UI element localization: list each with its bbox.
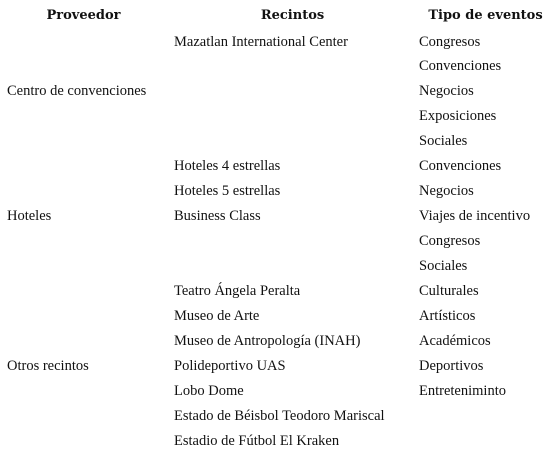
recinto-cell: Mazatlan International Center xyxy=(174,34,348,50)
recinto-cell: Estado de Béisbol Teodoro Mariscal xyxy=(174,408,385,424)
recinto-cell xyxy=(167,104,418,129)
proveedor-cell xyxy=(0,31,167,54)
proveedor-cell xyxy=(0,329,167,354)
tipo-de-evento-cell: Convenciones xyxy=(419,158,502,174)
recinto-cell: Estadio de Fútbol El Kraken xyxy=(174,433,340,449)
tipo-de-evento-cell: Congresos xyxy=(419,34,481,50)
recinto-cell: Polideportivo UAS xyxy=(174,358,286,374)
tipo-de-evento-cell: Exposiciones xyxy=(419,108,497,124)
table-header xyxy=(0,0,553,31)
table-body xyxy=(0,31,553,454)
recinto-cell xyxy=(167,54,418,79)
tipo-de-evento-cell: Negocios xyxy=(419,83,474,99)
tipo-de-evento-cell: Académicos xyxy=(419,333,491,349)
proveedor-cell xyxy=(0,254,167,279)
tipo-de-evento-cell xyxy=(418,404,553,429)
table-row xyxy=(0,79,553,104)
header-tipo-de-eventos: Tipo de eventos xyxy=(428,8,543,23)
table-row xyxy=(0,229,553,254)
proveedor-cell xyxy=(0,154,167,179)
tipo-de-evento-cell: Viajes de incentivo xyxy=(419,208,531,224)
header-proveedor: Proveedor xyxy=(46,8,121,23)
recinto-cell xyxy=(167,129,418,154)
table-row xyxy=(0,129,553,154)
proveedor-cell xyxy=(0,429,167,454)
proveedor-cell xyxy=(0,404,167,429)
proveedor-cell: Hoteles xyxy=(7,208,52,224)
proveedor-cell xyxy=(0,229,167,254)
table-row xyxy=(0,179,553,204)
tipo-de-evento-cell: Sociales xyxy=(419,258,468,274)
table-row xyxy=(0,104,553,129)
table-row xyxy=(0,204,553,229)
recinto-cell: Museo de Antropología (INAH) xyxy=(174,333,361,349)
proveedor-cell xyxy=(0,304,167,329)
recinto-cell: Lobo Dome xyxy=(174,383,244,399)
table-row xyxy=(0,54,553,79)
recinto-cell: Hoteles 4 estrellas xyxy=(174,158,281,174)
recinto-cell: Business Class xyxy=(174,208,261,224)
table-row xyxy=(0,379,553,404)
table-row xyxy=(0,354,553,379)
proveedor-cell xyxy=(0,129,167,154)
recinto-cell: Hoteles 5 estrellas xyxy=(174,183,281,199)
proveedor-cell: Otros recintos xyxy=(7,358,89,374)
tipo-de-evento-cell: Artísticos xyxy=(419,308,476,324)
table-row xyxy=(0,404,553,429)
recinto-cell xyxy=(167,229,418,254)
recinto-cell: Museo de Arte xyxy=(174,308,260,324)
proveedor-cell xyxy=(0,104,167,129)
table-row xyxy=(0,304,553,329)
proveedor-cell xyxy=(0,179,167,204)
tipo-de-evento-cell: Convenciones xyxy=(419,58,502,74)
header-recintos: Recintos xyxy=(260,8,325,23)
table-row xyxy=(0,329,553,354)
tipo-de-evento-cell: Congresos xyxy=(419,233,481,249)
table-row xyxy=(0,154,553,179)
table-row xyxy=(0,279,553,304)
table-row xyxy=(0,429,553,454)
recinto-cell xyxy=(167,79,418,104)
table-row xyxy=(0,254,553,279)
proveedor-cell: Centro de convenciones xyxy=(7,83,147,99)
tipo-de-evento-cell: Negocios xyxy=(419,183,474,199)
tipo-de-evento-cell xyxy=(418,429,553,454)
proveedor-cell xyxy=(0,379,167,404)
proveedor-cell xyxy=(0,279,167,304)
tipo-de-evento-cell: Culturales xyxy=(419,283,479,299)
recinto-cell xyxy=(167,254,418,279)
proveedor-cell xyxy=(0,54,167,79)
tipo-de-evento-cell: Deportivos xyxy=(419,358,484,374)
tipo-de-evento-cell: Sociales xyxy=(419,133,468,149)
recinto-cell: Teatro Ángela Peralta xyxy=(174,283,301,299)
table-row xyxy=(0,31,553,54)
header-row xyxy=(0,0,553,31)
tipo-de-evento-cell: Entreteniminto xyxy=(419,383,506,399)
